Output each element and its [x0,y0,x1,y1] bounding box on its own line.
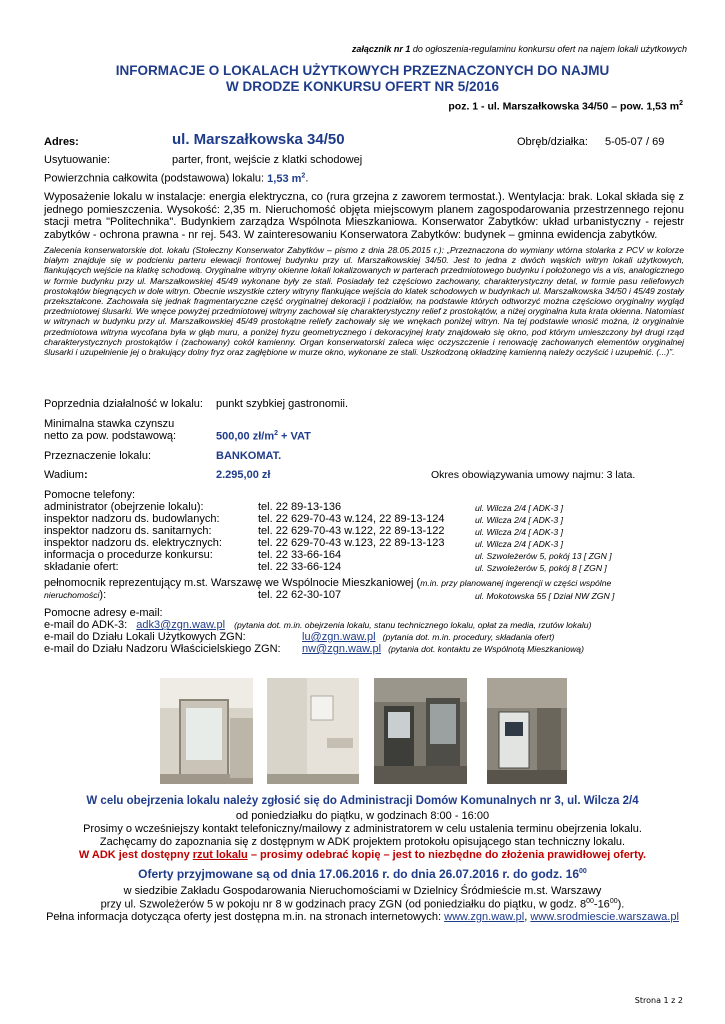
page-number: Strona 1 z 2 [634,996,683,1005]
equipment-paragraph: Wyposażenie lokalu w instalacje: energia elektryczna, co (rura grzejna z zaworem termostat.). Wentylacja: brak. Lokal składa się z jednego pomieszczenia. Wysokość: 2,35 m. Nieruchomość objęta miejscowym planem zagospodarowania przestrzennego rejonu stacji metra "Politechnika". Budynkiem zarządza Wspólnota Mieszkaniowa. Konserwator Zabytków: układ urbanistyczny - rejestr zabytków - ochrona prawna - nr rej. 543. W zainteresowaniu Konserwatora Zabytków: budynek – gminna ewidencja zabytków. [44,191,684,241]
proxy-tel: tel. 22 62-30-107 [258,589,342,601]
viewing-contact: Prosimy o wcześniejszy kontakt telefoniczny/mailowy z administratorem w celu ustalenia terminu obejrzenia lokalu. [83,823,642,835]
phone-address: ul. Wilcza 2/4 [ ADK-3 ] [475,515,563,525]
phone-number: tel. 22 629-70-43 w.124, 22 89-13-124 [258,513,445,525]
proxy-line: pełnomocnik reprezentujący m.st. Warszawę we Wspólnocie Mieszkaniowej (m.in. przy planowanej ingerencji w części wspólne [44,577,612,589]
phone-address: ul. Wilcza 2/4 [ ADK-3 ] [475,527,563,537]
title-line-2: W DRODZE KONKURSU OFERT NR 5/2016 [225,79,500,94]
location-label: Usytuowanie: [44,154,111,166]
rate-label-2: netto za pow. podstawową: [44,430,177,442]
phone-number: tel. 22 629-70-43 w.122, 22 89-13-122 [258,525,445,537]
phone-role: administrator (obejrzenie lokalu): [44,501,204,513]
email-row-right: nw@zgn.waw.pl (pytania dot. kontaktu ze Wspólnotą Mieszkaniową) [302,643,584,655]
rate-label-1: Minimalna stawka czynszu [44,418,175,430]
conservator-paragraph: Zalecenia konserwatorskie dot. lokalu (Stołeczny Konserwator Zabytków – pismo z dnia 28.05.2015 r.): „Przeznaczona do wymiany wtórna stolarka z PCV w kolorze białym znajduje się w podcieniu parteru elewacji frontowej budynku przy ul. Marszałkowskiej 34/50. Jest to jedna z dwóch wąskich witryn lokali użytkowych, flankujących wejście na klatkę schodową. Oryginalne witryny okienne lokali lokalizowanych w parterach przedmiotowego budynku i położonego vis a vis, analogicznego w formie budynku przy ul. Marszałkowskiej 45/49 wykonane były ze stali. Posiadały też częściowo zachowany, charakterystyczny detal, w formie pasu reliefowych prostokątów biegnących w dole witryn. Obecnie wszystkie cztery witryny flankujące wejścia do klatek schodowych w budynkach ul. Marszałkowska 34/50 i 45/49 zostały przekształcone. Zachowała się jednak fragmentaryczne część oryginalnej dekoracji i podziałów, na podstawie których odtworzyć można częściowo oryginalny wygląd przedmiotowej ślusarki. We wnęce powyżej przedmiotowej witryny zachował się charakterystyczny relief z prostokątów, a niżej oryginalna kuta krata okienna. Natomiast w witrynach w budynku przy ul. Marszałkowskiej 45/49 prostokątne reliefy zachowały się we wnękach poniżej witryn. Na tej podstawie wnosić można, iż oryginalnie przedmiotowa witryna wycofana była w głąb muru, a poniżej fryzu geometrycznego i dekoracyjnej kraty znajdowało się okno, pod którym umieszczony był drugi rząd charakterystycznych prostokątów i (zachowany) cokół kamienny. Organ konserwatorski zaleca więc oczyszczenie i renowację zachowanych elementów oryginalnej ślusarki i uzupełnienie jej o brakujący dolny fryz oraz zagłębione w murze okno, wykonane ze stali. Uszkodzoną okładzinę kamienną należy oczyścić i uzupełnić. (...)”. [44,245,684,358]
rate-value: 500,00 $zł/m^2$ + VAT [216,430,311,443]
link-zgn[interactable]: www.zgn.waw.pl [444,911,525,923]
obreb-label: Obręb/działka: [517,136,588,148]
phone-address: ul. Wilcza 2/4 [ ADK-3 ] [475,539,563,549]
previous-label: Poprzednia działalność w lokalu: [44,398,203,410]
email-row: e-mail do ADK-3: adk3@zgn.waw.pl (pytania dot. m.in. obejrzenia lokalu, stanu technicznego lokalu, opłat za media, rzutów lokalu) [44,619,592,631]
viewing-protocol: Zachęcamy do zapoznania się z dostępnym w ADK projektem protokołu opisującego stan techniczny lokalu. [99,836,626,848]
previous-value: punkt szybkiej gastronomii. [216,398,349,410]
link-srodmiescie[interactable]: www.srodmiescie.warszawa.pl [530,911,679,923]
offers-place: w siedzibie Zakładu Gospodarowania Nieruchomościami w Dzielnicy Śródmieście m.st. Warszawy [123,885,602,897]
phone-number: tel. 22 33-66-124 [258,561,342,573]
address-label: Adres: [44,136,79,148]
viewing-heading: W celu obejrzenia lokalu należy zgłosić się do Administracji Domów Komunalnych nr 3, ul. Wilcza 2/4 [86,795,639,807]
purpose-label: Przeznaczenie lokalu: [44,450,152,462]
email-link-lu[interactable]: lu@zgn.waw.pl [302,631,376,643]
title-line-1: INFORMACJE O LOKALACH UŻYTKOWYCH PRZEZNACZONYCH DO NAJMU [115,63,610,78]
viewing-hours: od poniedziałku do piątku, w godzinach 8:00 - 16:00 [235,810,490,822]
attachment-note: załącznik nr 1 do ogłoszenia-regulaminu konkursu ofert na najem lokali użytkowych [351,44,687,54]
location-value: parter, front, wejście z klatki schodowej [172,154,363,166]
phone-address: ul. Szwoleżerów 5, pokój 13 [ ZGN ] [475,551,612,561]
email-link-adk3[interactable]: adk3@zgn.waw.pl [136,619,226,631]
phone-number: tel. 22 629-70-43 w.123, 22 89-13-123 [258,537,445,549]
photo-facade-atm [487,678,567,784]
email-link-nw[interactable]: nw@zgn.waw.pl [302,643,382,655]
phone-role: składanie ofert: [44,561,119,573]
deposit-label: Wadium: [44,469,88,481]
phone-address: ul. Wilcza 2/4 [ ADK-3 ] [475,503,563,513]
photo-interior-wall [267,678,359,784]
obreb-value: 5-05-07 / 69 [605,136,665,148]
phone-number: tel. 22 89-13-136 [258,501,342,513]
email-row: e-mail do Działu Lokali Użytkowych ZGN: [44,631,246,643]
phone-role: inspektor nadzoru ds. elektrycznych: [44,537,222,549]
proxy-addr: ul. Mokotowska 55 [ Dział NW ZGN ] [475,591,615,601]
photo-interior-door [160,678,253,784]
viewing-floorplan-notice: W ADK jest dostępny rzut lokalu – prosimy odebrać kopię – jest to niezbędne do złożenia prawidłowej oferty. [78,849,647,861]
phone-role: inspektor nadzoru ds. sanitarnych: [44,525,212,537]
emails-heading: Pomocne adresy e-mail: [44,607,163,619]
phone-role: inspektor nadzoru ds. budowlanych: [44,513,220,525]
deposit-value: 2.295,00 zł [216,469,271,481]
offers-web: Pełna informacja dotycząca oferty jest dostępna m.in. na stronach internetowych: www.zgn.waw.pl, www.srodmiescie.warszawa.pl [46,911,679,923]
offers-hours: przy ul. Szwoleżerów 5 w pokoju nr 8 w godzinach pracy ZGN (od poniedziałku do piątku, w godz. $8^{00}-16^{00}$). [100,898,625,911]
period-line: Okres obowiązywania umowy najmu: 3 lata. [431,469,636,481]
proxy-line-2: nieruchomości): [44,589,107,601]
email-row: e-mail do Działu Nadzoru Właścicielskiego ZGN: [44,643,281,655]
area-line: Powierzchnia całkowita (podstawowa) lokalu: 1,53 $m^2$. [44,172,309,185]
photo-facade-front [374,678,467,784]
phone-role: informacja o procedurze konkursu: [44,549,213,561]
offers-heading: Oferty przyjmowane są od dnia 17.06.2016 r. do dnia 26.07.2016 r. do godz. $16^{00}$ [138,867,587,881]
phones-heading: Pomocne telefony: [44,489,136,501]
purpose-value: BANKOMAT. [216,450,282,462]
phone-address: ul. Szwoleżerów 5, pokój 8 [ ZGN ] [475,563,607,573]
email-row-right: lu@zgn.waw.pl (pytania dot. m.in. procedury, składania ofert) [302,631,555,643]
phone-number: tel. 22 33-66-164 [258,549,342,561]
position-line: poz. 1 - ul. Marszałkowska 34/50 – pow. 1,53 $m^2$ [448,100,683,113]
address-value: ul. Marszałkowska 34/50 [172,131,345,148]
